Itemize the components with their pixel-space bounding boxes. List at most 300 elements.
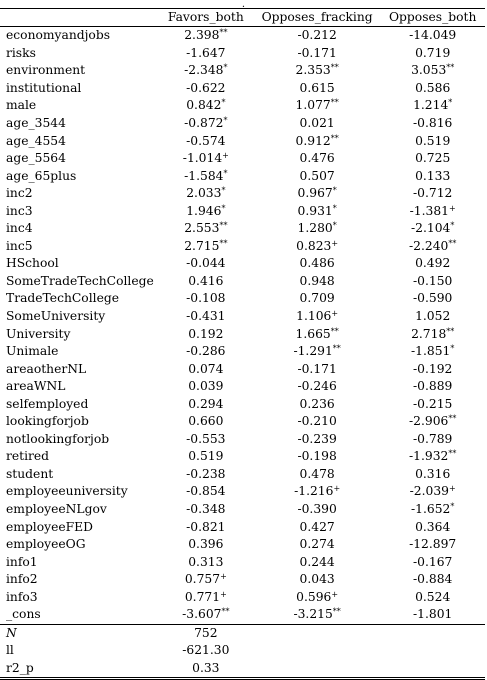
- row-variable-name: retired: [6, 449, 50, 464]
- row-variable-name: selfemployed: [6, 396, 89, 411]
- coefficient-cell: [158, 606, 254, 624]
- column-header-opposes-fracking: Opposes_fracking: [254, 9, 380, 27]
- coefficient-cell: [254, 255, 380, 273]
- table-row: [0, 536, 485, 554]
- coefficient-value: -0.854: [186, 484, 226, 499]
- significance-marker: *: [223, 63, 228, 73]
- coefficient-cell: [380, 378, 485, 396]
- coefficient-cell: [380, 360, 485, 378]
- table-row: [0, 343, 485, 361]
- coefficient-value: -0.872: [184, 116, 224, 130]
- row-variable-name: student: [6, 466, 54, 481]
- coefficient-value: -1.851: [411, 344, 451, 359]
- row-variable-name: inc2: [6, 186, 33, 201]
- table-row: [0, 150, 485, 168]
- row-variable-name: age_4554: [6, 133, 66, 148]
- table-row: [0, 360, 485, 378]
- significance-marker: +: [220, 589, 227, 599]
- coefficient-value: 2.715: [184, 238, 220, 253]
- coefficient-cell: [380, 606, 485, 624]
- coefficient-value: -1.216: [294, 484, 334, 499]
- row-variable-name: areaWNL: [6, 379, 66, 394]
- stats-label: ll: [6, 643, 14, 658]
- row-variable-name: age_65plus: [6, 168, 77, 183]
- coefficient-cell: [380, 150, 485, 168]
- significance-marker: +: [333, 484, 341, 494]
- coefficient-cell: [380, 27, 485, 45]
- coefficient-value: -0.884: [413, 572, 453, 587]
- coefficient-value: -1.647: [186, 45, 226, 60]
- coefficient-value: -0.816: [413, 116, 453, 130]
- coefficient-value: 0.486: [299, 256, 335, 271]
- coefficient-value: 0.719: [415, 45, 451, 60]
- coefficient-cell: [158, 483, 254, 501]
- coefficient-cell: [380, 571, 485, 589]
- coefficient-value: 0.396: [188, 537, 224, 552]
- coefficient-cell: [254, 413, 380, 431]
- coefficient-cell: [254, 27, 380, 45]
- coefficient-value: 0.519: [188, 449, 224, 464]
- row-variable-name: institutional: [6, 80, 82, 95]
- column-header-opposes-both: Opposes_both: [380, 9, 485, 27]
- row-variable-name: employeeFED: [6, 519, 94, 534]
- coefficient-cell: [254, 97, 380, 115]
- coefficient-cell: [254, 238, 380, 256]
- row-variable-name: SomeTradeTechCollege: [6, 273, 154, 288]
- significance-marker: **: [448, 238, 457, 248]
- table-row: [0, 413, 485, 431]
- coefficient-cell: [254, 606, 380, 624]
- significance-marker: **: [221, 607, 230, 617]
- row-variable-name: info3: [6, 589, 38, 604]
- significance-marker: *: [221, 98, 226, 108]
- coefficient-cell: [380, 62, 485, 80]
- table-row: [0, 220, 485, 238]
- coefficient-cell: [254, 589, 380, 607]
- coefficient-value: -0.789: [413, 431, 453, 446]
- significance-marker: **: [330, 133, 339, 143]
- coefficient-value: -0.590: [413, 291, 453, 306]
- coefficient-cell: [158, 255, 254, 273]
- row-variable-name: age_3544: [6, 116, 66, 130]
- significance-marker: +: [331, 238, 339, 248]
- coefficient-value: -0.192: [413, 361, 453, 376]
- coefficient-cell: [158, 115, 254, 133]
- coefficient-value: 0.021: [299, 116, 335, 130]
- column-header-row: [0, 9, 485, 27]
- coefficient-cell: [380, 308, 485, 326]
- table-row: [0, 167, 485, 185]
- coefficient-value: -0.238: [186, 466, 226, 481]
- row-variable-name: info2: [6, 572, 38, 587]
- coefficient-value: -1.291: [293, 344, 333, 359]
- empty-cell: [254, 642, 380, 660]
- row-variable-name: employeeuniversity: [6, 484, 128, 499]
- row-variable-name: _cons: [6, 607, 41, 622]
- coefficient-cell: [254, 80, 380, 98]
- coefficient-value: 0.043: [299, 572, 335, 587]
- coefficient-cell: [380, 325, 485, 343]
- coefficient-cell: [254, 501, 380, 519]
- row-variable-name: inc5: [6, 238, 33, 253]
- coefficient-value: -0.622: [186, 80, 226, 95]
- coefficient-cell: [158, 45, 254, 63]
- coefficient-value: -2.906: [409, 414, 449, 429]
- coefficient-cell: [380, 220, 485, 238]
- coefficient-cell: [158, 185, 254, 203]
- row-variable-name: areaotherNL: [6, 361, 87, 376]
- coefficient-value: 0.524: [415, 589, 451, 604]
- column-header-favors-both: Favors_both: [158, 9, 254, 27]
- coefficient-cell: [254, 571, 380, 589]
- coefficient-cell: [380, 589, 485, 607]
- row-variable-name: employeeOG: [6, 537, 86, 552]
- coefficient-cell: [158, 501, 254, 519]
- table-row: [0, 185, 485, 203]
- row-variable-name: lookingforjob: [6, 414, 89, 429]
- coefficient-value: -0.171: [297, 45, 337, 60]
- significance-marker: *: [332, 203, 337, 213]
- coefficient-value: 0.316: [415, 466, 451, 481]
- coefficient-value: 0.427: [299, 519, 335, 534]
- table-row: [0, 431, 485, 449]
- coefficient-value: -1.652: [411, 502, 451, 517]
- coefficient-cell: [158, 571, 254, 589]
- header-dot: .: [241, 0, 246, 10]
- table-row: [0, 202, 485, 220]
- significance-marker: **: [219, 28, 228, 38]
- coefficient-value: 1.946: [186, 203, 222, 218]
- coefficient-value: -0.239: [297, 431, 337, 446]
- coefficient-value: 0.416: [188, 273, 224, 288]
- coefficient-rows: [0, 27, 485, 625]
- coefficient-value: 0.478: [299, 466, 335, 481]
- coefficient-value: -0.167: [413, 554, 453, 569]
- coefficient-value: 0.274: [299, 537, 335, 552]
- coefficient-cell: [254, 483, 380, 501]
- table-row: [0, 606, 485, 624]
- coefficient-cell: [158, 27, 254, 45]
- significance-marker: **: [219, 221, 228, 231]
- coefficient-value: -0.210: [297, 414, 337, 429]
- table-row: [0, 571, 485, 589]
- coefficient-cell: [380, 536, 485, 554]
- table-row: [0, 553, 485, 571]
- coefficient-cell: [254, 431, 380, 449]
- coefficient-value: -0.212: [297, 28, 337, 43]
- coefficient-cell: [158, 150, 254, 168]
- coefficient-cell: [158, 536, 254, 554]
- table-header: [0, 9, 485, 27]
- coefficient-cell: [158, 431, 254, 449]
- coefficient-cell: [380, 501, 485, 519]
- row-variable-name: age_5564: [6, 151, 66, 166]
- coefficient-value: -3.607: [182, 607, 222, 622]
- coefficient-cell: [380, 343, 485, 361]
- coefficient-value: 1.665: [295, 326, 331, 341]
- table-row: [0, 290, 485, 308]
- coefficient-cell: [158, 589, 254, 607]
- stats-row: [0, 624, 485, 642]
- coefficient-cell: [380, 255, 485, 273]
- coefficient-cell: [158, 325, 254, 343]
- coefficient-value: -0.821: [186, 519, 226, 534]
- coefficient-value: -2.039: [409, 484, 449, 499]
- coefficient-cell: [254, 395, 380, 413]
- coefficient-cell: [254, 308, 380, 326]
- coefficient-value: -1.381: [409, 203, 449, 218]
- coefficient-value: 0.244: [299, 554, 335, 569]
- coefficient-cell: [380, 431, 485, 449]
- significance-marker: **: [332, 344, 341, 354]
- table-row: [0, 483, 485, 501]
- significance-marker: +: [222, 151, 229, 161]
- column-header-variable: [0, 9, 158, 27]
- coefficient-value: 0.133: [415, 168, 451, 183]
- coefficient-value: -0.348: [186, 502, 226, 517]
- coefficient-cell: [380, 45, 485, 63]
- coefficient-cell: [254, 536, 380, 554]
- coefficient-value: 1.106: [296, 309, 332, 324]
- table-row: [0, 62, 485, 80]
- table-row: [0, 115, 485, 133]
- coefficient-cell: [380, 132, 485, 150]
- coefficient-value: -1.584: [184, 168, 224, 183]
- regression-table: [0, 8, 485, 680]
- significance-marker: **: [219, 238, 228, 248]
- table-row: [0, 589, 485, 607]
- table-row: [0, 80, 485, 98]
- table-row: [0, 308, 485, 326]
- table-row: [0, 255, 485, 273]
- row-variable-name: Unimale: [6, 344, 59, 359]
- coefficient-value: 1.280: [297, 221, 333, 236]
- coefficient-cell: [380, 413, 485, 431]
- coefficient-cell: [380, 202, 485, 220]
- coefficient-cell: [380, 483, 485, 501]
- coefficient-value: -0.108: [186, 291, 226, 306]
- coefficient-cell: [158, 132, 254, 150]
- coefficient-value: -0.431: [186, 309, 226, 324]
- coefficient-value: 2.353: [295, 63, 331, 78]
- coefficient-cell: [254, 273, 380, 291]
- empty-cell: [254, 624, 380, 642]
- coefficient-value: 2.553: [184, 221, 220, 236]
- stats-value: 752: [158, 624, 254, 642]
- coefficient-cell: [254, 553, 380, 571]
- coefficient-cell: [158, 466, 254, 484]
- coefficient-cell: [254, 220, 380, 238]
- table-row: [0, 27, 485, 45]
- coefficient-value: -0.286: [186, 344, 226, 359]
- table-row: [0, 378, 485, 396]
- coefficient-value: 0.596: [296, 589, 332, 604]
- coefficient-value: 2.033: [186, 186, 222, 201]
- table-row: [0, 273, 485, 291]
- coefficient-cell: [254, 360, 380, 378]
- row-variable-name: SomeUniversity: [6, 309, 106, 324]
- coefficient-cell: [158, 220, 254, 238]
- coefficient-cell: [380, 290, 485, 308]
- coefficient-cell: [380, 167, 485, 185]
- coefficient-value: 1.214: [413, 98, 449, 113]
- coefficient-cell: [380, 395, 485, 413]
- coefficient-cell: [158, 395, 254, 413]
- empty-cell: [380, 642, 485, 660]
- coefficient-value: 0.313: [188, 554, 224, 569]
- coefficient-value: 0.519: [415, 133, 451, 148]
- coefficient-cell: [158, 80, 254, 98]
- coefficient-cell: [158, 553, 254, 571]
- coefficient-cell: [158, 97, 254, 115]
- significance-marker: *: [450, 221, 455, 231]
- coefficient-cell: [254, 378, 380, 396]
- coefficient-value: 0.492: [415, 256, 451, 271]
- coefficient-cell: [158, 378, 254, 396]
- significance-marker: **: [330, 98, 339, 108]
- significance-marker: *: [223, 168, 228, 178]
- coefficient-cell: [158, 167, 254, 185]
- coefficient-value: -0.889: [413, 379, 453, 394]
- coefficient-cell: [158, 290, 254, 308]
- significance-marker: *: [221, 203, 226, 213]
- coefficient-value: 3.053: [411, 63, 447, 78]
- significance-marker: **: [446, 63, 455, 73]
- coefficient-value: 1.052: [415, 309, 451, 324]
- table-row: [0, 325, 485, 343]
- row-variable-name: male: [6, 98, 37, 113]
- coefficient-value: -0.574: [186, 133, 226, 148]
- coefficient-value: 0.192: [188, 326, 224, 341]
- coefficient-value: 2.398: [184, 28, 220, 43]
- coefficient-cell: [254, 448, 380, 466]
- coefficient-cell: [380, 553, 485, 571]
- table-row: [0, 45, 485, 63]
- coefficient-cell: [158, 308, 254, 326]
- row-variable-name: inc3: [6, 203, 33, 218]
- table-row: [0, 132, 485, 150]
- significance-marker: *: [450, 502, 455, 512]
- coefficient-value: -0.150: [413, 273, 453, 288]
- coefficient-cell: [380, 273, 485, 291]
- coefficient-cell: [380, 80, 485, 98]
- coefficient-cell: [254, 167, 380, 185]
- row-variable-name: environment: [6, 63, 86, 78]
- coefficient-value: -0.044: [186, 256, 226, 271]
- coefficient-cell: [380, 97, 485, 115]
- coefficient-value: 0.586: [415, 80, 451, 95]
- significance-marker: *: [223, 116, 228, 125]
- row-variable-name: inc4: [6, 221, 33, 236]
- table-row: [0, 501, 485, 519]
- coefficient-cell: [158, 273, 254, 291]
- coefficient-value: -0.198: [297, 449, 337, 464]
- coefficient-value: -2.348: [184, 63, 224, 78]
- significance-marker: +: [449, 203, 456, 213]
- row-variable-name: employeeNLgov: [6, 502, 107, 517]
- coefficient-value: 0.615: [299, 80, 335, 95]
- coefficient-cell: [254, 466, 380, 484]
- coefficient-cell: [380, 185, 485, 203]
- table-row: [0, 466, 485, 484]
- coefficient-value: 0.912: [295, 133, 331, 148]
- significance-marker: **: [330, 326, 339, 336]
- row-variable-name: notlookingforjob: [6, 431, 110, 446]
- significance-marker: **: [448, 414, 457, 424]
- coefficient-cell: [380, 466, 485, 484]
- row-variable-name: University: [6, 326, 71, 341]
- coefficient-value: 0.236: [299, 396, 335, 411]
- table-row: [0, 395, 485, 413]
- coefficient-value: -0.246: [297, 379, 337, 394]
- coefficient-value: 0.842: [186, 98, 222, 113]
- coefficient-value: 0.507: [299, 168, 335, 183]
- coefficient-value: 0.294: [188, 396, 224, 411]
- coefficient-value: 1.077: [295, 98, 331, 113]
- significance-marker: **: [446, 326, 455, 336]
- coefficient-value: 0.364: [415, 519, 451, 534]
- coefficient-cell: [254, 290, 380, 308]
- stats-value: 0.33: [158, 660, 254, 679]
- coefficient-cell: [254, 518, 380, 536]
- significance-marker: +: [220, 572, 227, 582]
- coefficient-cell: [380, 115, 485, 133]
- significance-marker: **: [330, 63, 339, 73]
- coefficient-value: -2.240: [409, 238, 449, 253]
- significance-marker: *: [332, 221, 337, 231]
- coefficient-value: -0.712: [413, 186, 453, 201]
- coefficient-value: 0.967: [297, 186, 333, 201]
- coefficient-cell: [158, 238, 254, 256]
- coefficient-cell: [254, 115, 380, 133]
- coefficient-value: 0.823: [296, 238, 332, 253]
- coefficient-cell: [158, 518, 254, 536]
- stats-label: r2_p: [0, 660, 158, 679]
- significance-marker: *: [332, 186, 337, 196]
- coefficient-value: -1.014: [182, 151, 223, 166]
- coefficient-value: 0.476: [299, 151, 335, 166]
- coefficient-cell: [254, 62, 380, 80]
- coefficient-value: 0.948: [299, 273, 335, 288]
- significance-marker: +: [331, 589, 339, 599]
- stats-row: [0, 642, 485, 660]
- coefficient-cell: [380, 518, 485, 536]
- coefficient-cell: [158, 448, 254, 466]
- coefficient-cell: [254, 185, 380, 203]
- coefficient-value: -12.897: [409, 537, 457, 552]
- row-variable-name: risks: [6, 45, 36, 60]
- coefficient-value: -3.215: [293, 607, 333, 622]
- coefficient-cell: [254, 343, 380, 361]
- coefficient-cell: [380, 238, 485, 256]
- coefficient-value: 0.709: [299, 291, 335, 306]
- table-row: [0, 238, 485, 256]
- coefficient-cell: [254, 202, 380, 220]
- row-variable-name: info1: [6, 554, 38, 569]
- significance-marker: *: [448, 98, 453, 108]
- stats-value: -621.30: [182, 643, 230, 658]
- coefficient-value: -1.932: [409, 449, 449, 464]
- coefficient-cell: [158, 360, 254, 378]
- significance-marker: *: [450, 344, 455, 354]
- coefficient-value: 0.757: [184, 572, 221, 587]
- row-variable-name: economyandjobs: [6, 28, 111, 43]
- coefficient-value: 2.718: [411, 326, 447, 341]
- coefficient-cell: [158, 202, 254, 220]
- coefficient-cell: [254, 45, 380, 63]
- row-variable-name: HSchool: [6, 256, 59, 271]
- coefficient-cell: [158, 343, 254, 361]
